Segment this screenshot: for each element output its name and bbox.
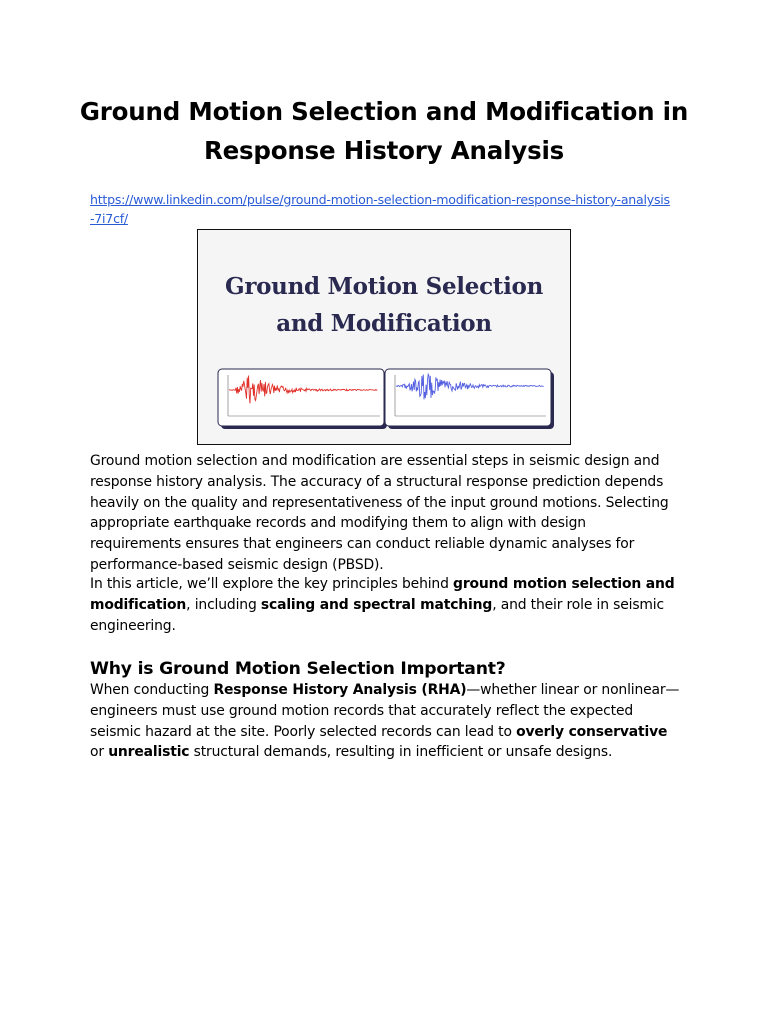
page-title: Ground Motion Selection and Modification in Response History Analysis [79, 97, 689, 165]
cover-title [198, 268, 570, 342]
source-link[interactable]: https://www.linkedin.com/pulse/ground-motion-selection-modification-response-history-analysis-7i7cf/ [90, 192, 670, 226]
intro-paragraph: Ground motion selection and modification are essential steps in seismic design and response history analysis. The accuracy of a structural response prediction depends heavily on the quality and representativeness of the input ground motions. Selecting appropriate earthquake records and modifying them to align with design requirements ensures that engineers can conduct reliable dynamic analyses for performance-based seismic design (PBSD). [90, 453, 669, 573]
cover-title-line1: Ground Motion Selection [224, 273, 543, 300]
article-scope-paragraph: In this article, we’ll explore the key principles behind ground motion selection and modification, including scaling and spectral matching, and their role in seismic engineering. [90, 576, 675, 634]
article-cover-image [197, 229, 571, 445]
left-panel [218, 369, 384, 426]
section-heading: Why is Ground Motion Selection Important? [90, 659, 506, 679]
cover-title-line2: and Modification [276, 310, 492, 337]
section-paragraph: When conducting Response History Analysis (RHA)—whether linear or nonlinear—engineers must use ground motion records that accurately reflect the expected seismic hazard at the site. Poorly selected records can lead to overly conservative or unrealistic structural demands, resulting in inefficient or unsafe designs. [90, 682, 680, 761]
right-panel [385, 369, 551, 426]
